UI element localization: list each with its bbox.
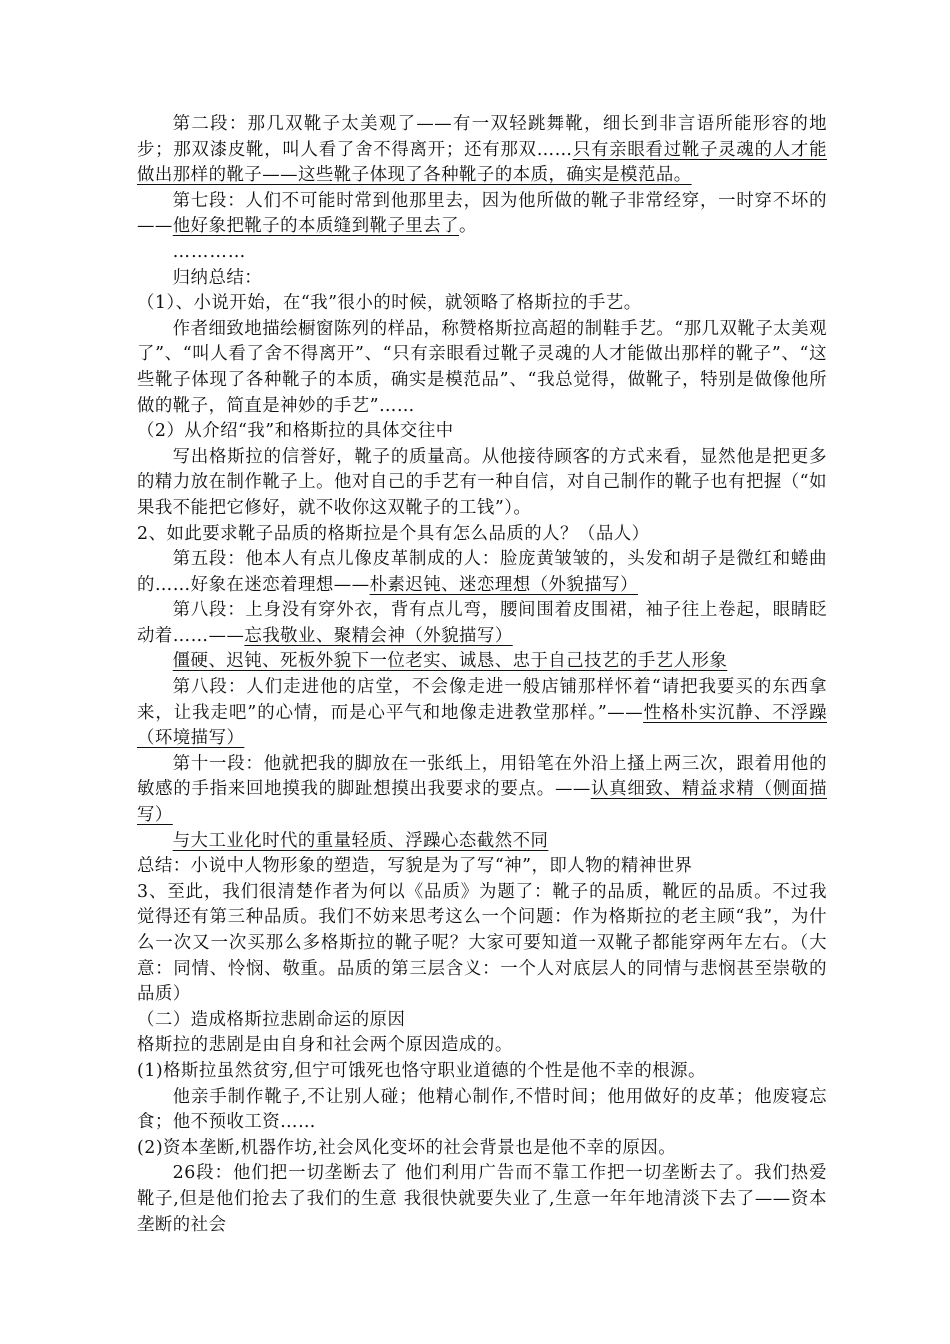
- craftsman-image-line: [137, 649, 827, 675]
- paragraph-11-analysis: [137, 752, 827, 829]
- summary-heading: 归纳总结：: [172, 267, 263, 288]
- text-segment: 第十一段：他就把我的脚放在一张纸上，用铅笔在外沿上搔上两三次，跟着用他的敏感的手指来回地摸我的脚趾想摸出我要求的要点。——: [137, 753, 827, 800]
- summary-character: 总结：小说中人物形象的塑造，写貌是为了写“神”，即人物的精神世界: [137, 856, 693, 877]
- reason-1-body: 他亲手制作靴子,不让别人碰；他精心制作,不惜时间；他用做好的皮革；他废寝忘食；他不预收工资……: [137, 1086, 827, 1133]
- text-segment: 第七段：人们不可能时常到他那里去，因为他所做的靴子非常经穿，一时穿不坏的——: [137, 190, 827, 237]
- summary-point-2-body: 写出格斯拉的信誉好，靴子的质量高。从他接待顾客的方式来看，显然他是把更多的精力放在制作靴子上。他对自己的手艺有一种自信，对自己制作的靴子也有把握（“如果我不能把它修好，就不收你这双靴子的工钱”）。: [137, 446, 827, 518]
- section-2-intro: 格斯拉的悲剧是由自身和社会两个原因造成的。: [137, 1035, 513, 1056]
- summary-point-1-body: 作者细致地描绘橱窗陈列的样品，称赞格斯拉高超的制鞋手艺。“那几双靴子太美观了”、“叫人看了舍不得离开”、“只有亲眼看过靴子灵魂的人才能做出那样的靴子”、“这些靴子体现了各种靴子的本质，确实是模范品”、“我总觉得，做靴子，特别是做像他所做的靴子，简直是神妙的手艺”……: [137, 318, 827, 416]
- underlined-text: 朴素迟钝、迷恋理想（外貌描写）: [369, 574, 638, 595]
- underlined-text: 认真细致、精益求精（侧面描写）: [137, 779, 827, 826]
- text-segment: 第五段：他本人有点儿像皮革制成的人：脸庞黄皱皱的，头发和胡子是微红和蜷曲的……好象在迷恋着理想——: [137, 549, 827, 595]
- ellipsis-line: …………: [172, 241, 247, 262]
- paragraph-8-environment: [137, 675, 827, 752]
- underlined-text: 僵硬、迟钝、死板外貌下一位老实、诚恳、忠于自己技艺的手艺人形象: [172, 651, 728, 672]
- question-2: 2、如此要求靴子品质的格斯拉是个具有怎么品质的人？（品人）: [137, 523, 650, 544]
- text-segment: 第二段：那几双靴子太美观了——有一双轻跳舞靴，细长到非言语所能形容的地步；那双漆皮靴，叫人看了舍不得离开；还有那双……: [137, 114, 827, 160]
- document-body: [137, 112, 827, 1238]
- paragraph-26: 26段：他们把一切垄断去了 他们利用广告而不靠工作把一切垄断去了。我们热爱靴子,但是他们抢去了我们的生意 我很快就要失业了,生意一年年地清淡下去了——资本垄断的社会: [137, 1163, 827, 1235]
- reason-1-title: (1)格斯拉虽然贫穷,但宁可饿死也恪守职业道德的个性是他不幸的根源。: [137, 1060, 706, 1081]
- question-3: 3、至此，我们很清楚作者为何以《品质》为题了：靴子的品质，靴匠的品质。不过我觉得还有第三种品质。我们不妨来思考这么一个问题：作为格斯拉的老主顾“我”，为什么一次又一次买那么多格斯拉的靴子呢？大家可要知道一双靴子都能穿两年左右。（大意：同情、怜悯、敬重。品质的第三层含义：一个人对底层人的同情与悲悯甚至崇敬的品质）: [137, 881, 827, 1005]
- reason-2-title: (2)资本垄断,机器作坊,社会风化变坏的社会背景也是他不幸的原因。: [137, 1137, 677, 1158]
- underlined-text: 他好象把靴子的本质缝到靴子里去了: [172, 216, 460, 237]
- text-segment: 第八段：人们走进他的店堂，不会像走进一般店铺那样怀着“请把我要买的东西拿来，让我走吧”的心情，而是心平气和地像走进教堂那样。”——: [137, 677, 827, 723]
- text-segment: 。: [459, 216, 477, 237]
- contrast-line: [137, 829, 827, 855]
- section-2-title: （二）造成格斯拉悲剧命运的原因: [137, 1009, 406, 1030]
- summary-point-2-title: （2）从介绍“我”和格斯拉的具体交往中: [137, 421, 454, 442]
- underlined-text: 与大工业化时代的重量轻质、浮躁心态截然不同: [172, 830, 549, 851]
- underlined-text: 只有亲眼看过靴子灵魂的人才能做出那样的靴子——这些靴子体现了各种靴子的本质，确实是模范品。: [137, 139, 827, 186]
- underlined-text: 性格朴实沉静、不浮躁（环境描写）: [137, 702, 827, 749]
- paragraph-boots-beauty: [137, 112, 827, 189]
- summary-point-1-title: （1）、小说开始，在“我”很小的时候，就领略了格斯拉的手艺。: [137, 293, 642, 314]
- paragraph-boots-durable: [137, 189, 827, 240]
- paragraph-8-appearance: [137, 598, 827, 649]
- paragraph-5-analysis: [137, 547, 827, 598]
- text-segment: 第八段：上身没有穿外衣，背有点儿弯，腰间围着皮围裙，袖子往上卷起，眼睛眨动着……——: [137, 600, 827, 646]
- underlined-text: 忘我敬业、聚精会神（外貌描写）: [244, 625, 513, 646]
